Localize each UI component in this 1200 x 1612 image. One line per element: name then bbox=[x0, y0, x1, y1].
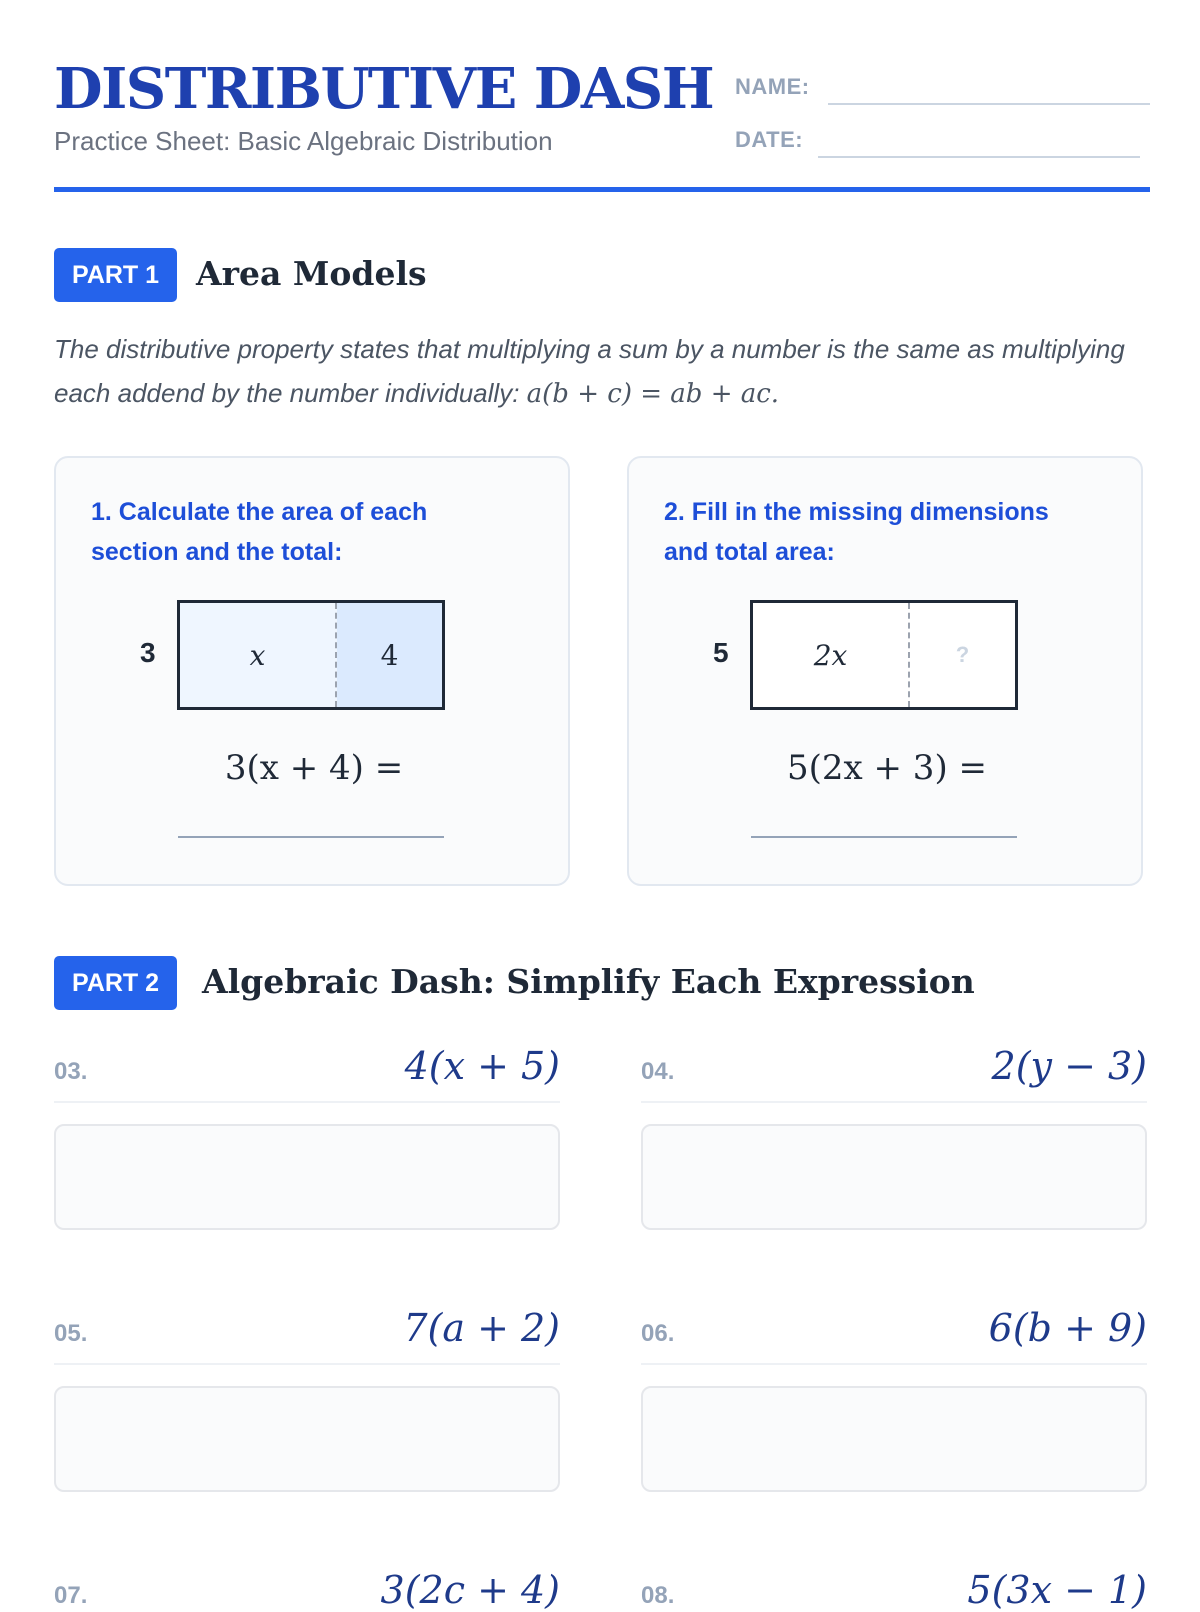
answer-line[interactable] bbox=[751, 836, 1017, 838]
problem-number: 07. bbox=[54, 1582, 88, 1609]
part2-title: Algebraic Dash: Simplify Each Expression bbox=[202, 962, 975, 1001]
card-expression: 5(2x + 3) = bbox=[787, 748, 987, 788]
problem-expression: 6(b + 9) bbox=[988, 1306, 1147, 1350]
problem-expression: 3(2c + 4) bbox=[380, 1568, 560, 1612]
area-cell-missing[interactable]: ? bbox=[955, 642, 970, 667]
area-cell-right: 4 bbox=[337, 603, 442, 707]
part1-title: Area Models bbox=[196, 254, 427, 293]
worksheet-subtitle: Practice Sheet: Basic Algebraic Distribution bbox=[54, 126, 553, 156]
problem-expression: 7(a + 2) bbox=[403, 1306, 560, 1350]
intro-formula: a(b + c) = ab + ac. bbox=[526, 379, 780, 409]
part2-badge: PART 2 bbox=[54, 956, 177, 1010]
name-field-line[interactable] bbox=[828, 103, 1150, 105]
problem-expression: 5(3x − 1) bbox=[967, 1568, 1147, 1612]
answer-box[interactable] bbox=[54, 1386, 560, 1492]
area-model-rectangle bbox=[177, 600, 445, 710]
card-question: 2. Fill in the missing dimensions and total area: bbox=[664, 498, 1049, 566]
worksheet-title: DISTRIBUTIVE DASH bbox=[54, 56, 714, 122]
problem-expression: 4(x + 5) bbox=[404, 1044, 560, 1088]
side-dimension: 5 bbox=[713, 637, 729, 668]
answer-line[interactable] bbox=[178, 836, 444, 838]
problem-number: 05. bbox=[54, 1320, 88, 1347]
worksheet-page bbox=[54, 0, 1150, 1612]
date-field-line[interactable] bbox=[818, 156, 1140, 158]
area-cell-left: 2x bbox=[753, 603, 910, 707]
card-expression: 3(x + 4) = bbox=[224, 748, 404, 788]
answer-box[interactable] bbox=[54, 1124, 560, 1230]
area-model-card-1 bbox=[54, 456, 570, 886]
answer-box[interactable] bbox=[641, 1124, 1147, 1230]
part1-intro bbox=[54, 327, 1150, 416]
answer-box[interactable] bbox=[641, 1386, 1147, 1492]
area-model-card-2 bbox=[627, 456, 1143, 886]
area-cell-left: x bbox=[180, 603, 337, 707]
side-dimension: 3 bbox=[140, 637, 156, 668]
problem-number: 08. bbox=[641, 1582, 675, 1609]
problem-number: 03. bbox=[54, 1058, 88, 1085]
problem-divider bbox=[641, 1363, 1147, 1365]
problem-number: 06. bbox=[641, 1320, 675, 1347]
intro-text: The distributive property states that multiplying a sum by a number is the same as multiplying each addend by the number individually: bbox=[54, 334, 1125, 408]
problem-number: 04. bbox=[641, 1058, 675, 1085]
date-label: DATE: bbox=[735, 127, 804, 152]
problem-divider bbox=[54, 1363, 560, 1365]
part1-badge: PART 1 bbox=[54, 248, 177, 302]
problem-divider bbox=[54, 1101, 560, 1103]
name-label: NAME: bbox=[735, 74, 810, 99]
problem-expression: 2(y − 3) bbox=[991, 1044, 1147, 1088]
problem-divider bbox=[641, 1101, 1147, 1103]
card-question: 1. Calculate the area of each section and the total: bbox=[91, 498, 428, 566]
header-divider bbox=[54, 187, 1150, 192]
area-model-rectangle bbox=[750, 600, 1018, 710]
